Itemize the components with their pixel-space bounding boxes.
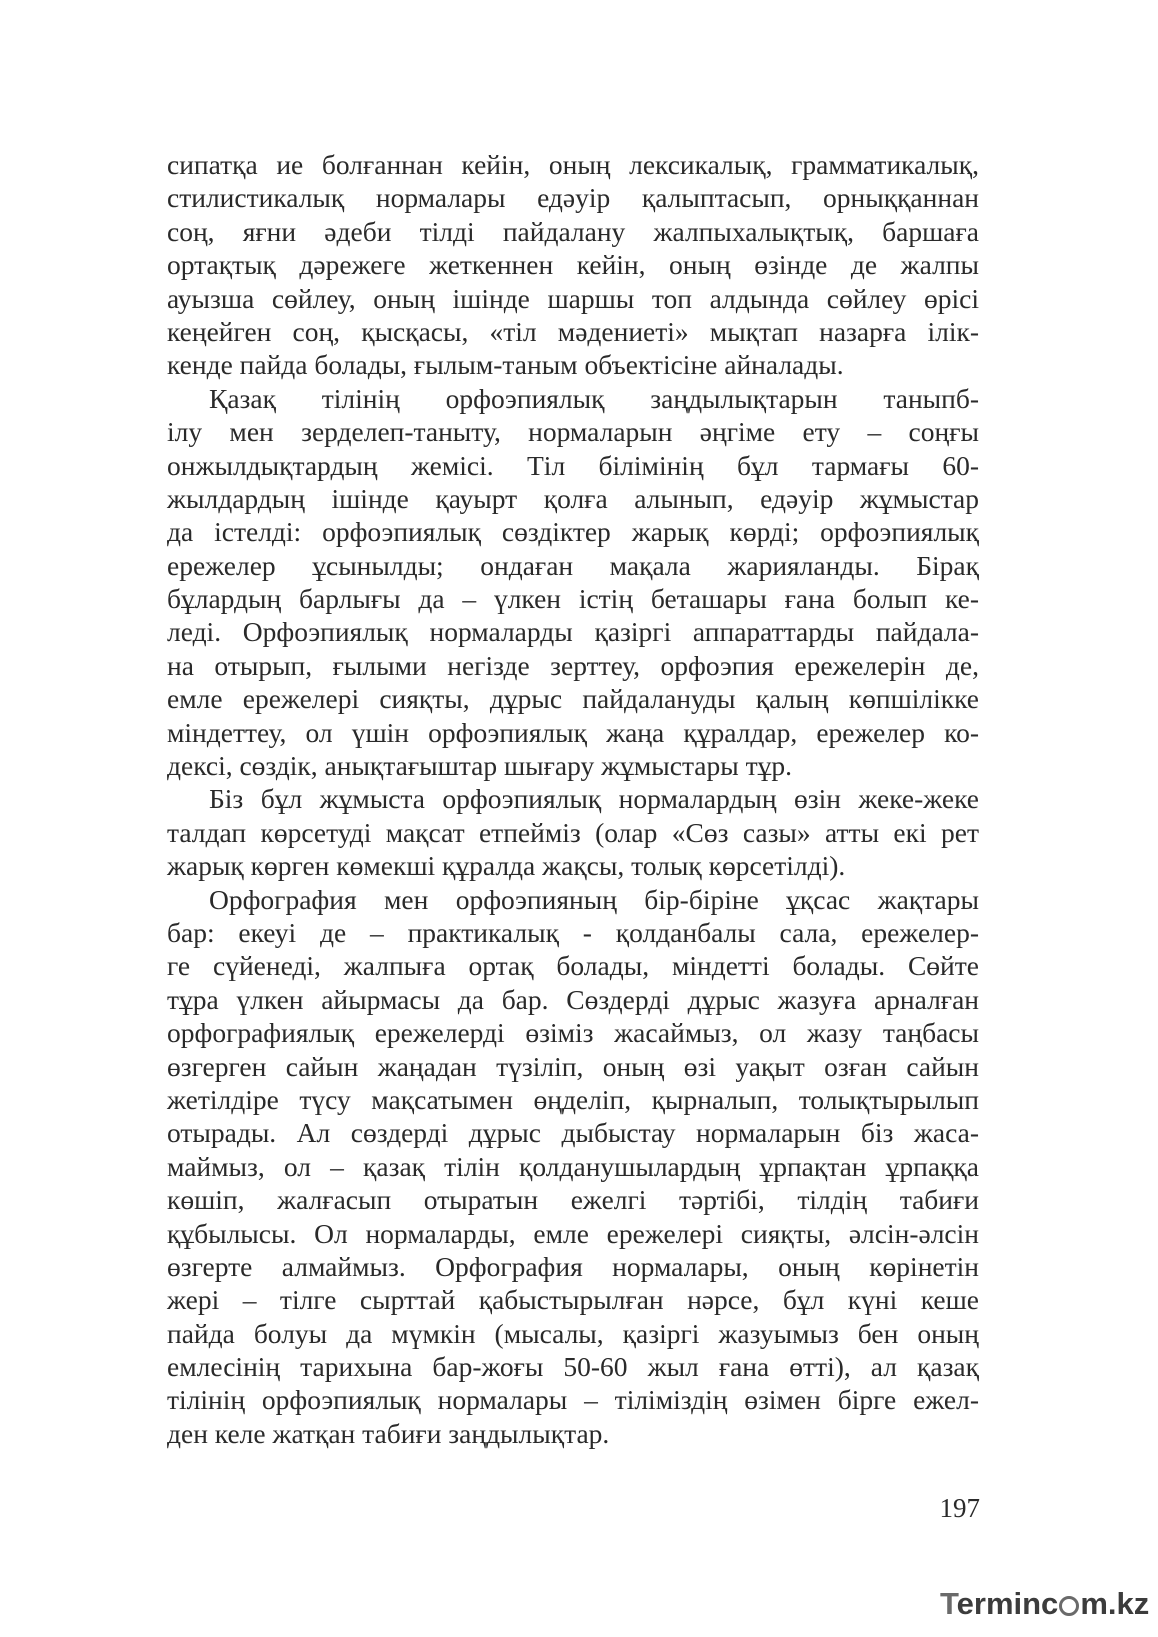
text-line: бұлардың барлығы да – үлкен істің беташары ғана болып ке- [167,583,979,615]
page-number: 197 [939,1493,980,1523]
paragraph [167,782,979,882]
text-line: міндеттеу, ол үшін орфоэпиялық жаңа құралдар, ережелер ко- [167,716,979,748]
text-line: өзгерте алмаймыз. Орфография нормалары, оның көрінетін [167,1250,979,1282]
text-line: құбылысы. Ол нормаларды, емле ережелері сияқты, әлсін-әлсін [167,1217,979,1249]
text-line: емлесінің тарихына бар-жоғы 50-60 жыл ғана өтті), ал қазақ [167,1351,979,1383]
text-line: пайда болуы да мүмкін (мысалы, қазіргі жазуымыз бен оның [167,1317,979,1349]
text-line: емле ережелері сияқты, дұрыс пайдалануды қалың көпшілікке [167,683,979,715]
text-line: тілінің орфоэпиялық нормалары – тіліміздің өзімен бірге ежел- [167,1384,979,1416]
text-line: ортақтық дәрежеге жеткеннен кейін, оның өзінде де жалпы [167,249,979,281]
text-line: дексі, сөздік, анықтағыштар шығару жұмыстары тұр. [167,750,793,782]
text-line: кенде пайда болады, ғылым-таным объектісіне айналады. [167,349,844,381]
text-line: талдап көрсетуді мақсат етпейміз (олар «Сөз сазы» атты екі рет [167,816,979,848]
body-text [167,148,979,1450]
paragraph [167,148,979,382]
text-line: жылдардың ішінде қауырт қолға алынып, едәуір жұмыстар [167,482,979,514]
text-line: жетілдіре түсу мақсатымен өңделіп, қырналып, толықтырылып [167,1083,979,1115]
text-line: Қазақ тілінің орфоэпиялық заңдылықтарын таныпб- [209,382,979,414]
text-line: да істелді: орфоэпиялық сөздіктер жарық көрді; орфоэпиялық [167,516,979,548]
text-line: ілу мен зерделеп-таныту, нормаларын әңгіме ету – соңғы [167,416,979,448]
text-line: тұра үлкен айырмасы да бар. Сөздерді дұрыс жазуға арналған [167,983,979,1015]
text-line: ауызша сөйлеу, оның ішінде шаршы топ алдында сөйлеу өрісі [167,282,979,314]
watermark-o-ring-icon [1059,1596,1079,1616]
termincom-watermark-logo [940,1586,1150,1630]
text-line: жері – тілге сырттай қабыстырылған нәрсе, бұл күні кеше [167,1284,979,1316]
text-line: ережелер ұсынылды; ондаған мақала жарияланды. Бірақ [167,549,979,581]
watermark-suffix-text: m.kz [1080,1586,1150,1621]
watermark-t-letter: T [940,1586,957,1621]
text-line: орфографиялық ережелерді өзіміз жасаймыз, ол жазу таңбасы [167,1017,979,1049]
text-line: маймыз, ол – қазақ тілін қолданушылардың ұрпақтан ұрпаққа [167,1150,979,1182]
text-line: Біз бұл жұмыста орфоэпиялық нормалардың өзін жеке-жеке [209,783,979,815]
watermark-middle-text: erminc [956,1586,1059,1621]
text-line: ден келе жатқан табиғи заңдылықтар. [167,1417,610,1449]
text-line: леді. Орфоэпиялық нормаларды қазіргі аппараттарды пайдала- [167,616,979,648]
text-line: бар: екеуі де – практикалық - қолданбалы сала, ережелер- [167,916,979,948]
text-line: жарық көрген көмекші құралда жақсы, толық көрсетілді). [167,850,846,882]
text-line: Орфография мен орфоэпияның бір-біріне ұқсас жақтары [209,883,979,915]
text-line: на отырып, ғылыми негізде зерттеу, орфоэпия ережелерін де, [167,649,979,681]
text-line: стилистикалық нормалары едәуір қалыптасып, орныққаннан [167,182,979,214]
text-line: кеңейген соң, қысқасы, «тіл мәдениеті» мықтап назарға ілік- [167,315,979,347]
paragraph [167,382,979,783]
text-line: сипатқа ие болғаннан кейін, оның лексикалық, грамматикалық, [167,149,979,180]
text-line: онжылдықтардың жемісі. Тіл білімінің бұл тармағы 60- [167,449,979,481]
text-line: өзгерген сайын жаңадан түзіліп, оның өзі уақыт озған сайын [167,1050,979,1082]
text-line: көшіп, жалғасып отыратын ежелгі тәртібі, тілдің табиғи [167,1184,979,1216]
paragraph [167,883,979,1451]
text-line: ге сүйенеді, жалпыға ортақ болады, міндетті болады. Сөйте [167,950,979,982]
text-line: соң, яғни әдеби тілді пайдалану жалпыхалықтық, баршаға [167,215,979,247]
text-line: отырады. Ал сөздерді дұрыс дыбыстау нормаларын біз жаса- [167,1117,979,1149]
